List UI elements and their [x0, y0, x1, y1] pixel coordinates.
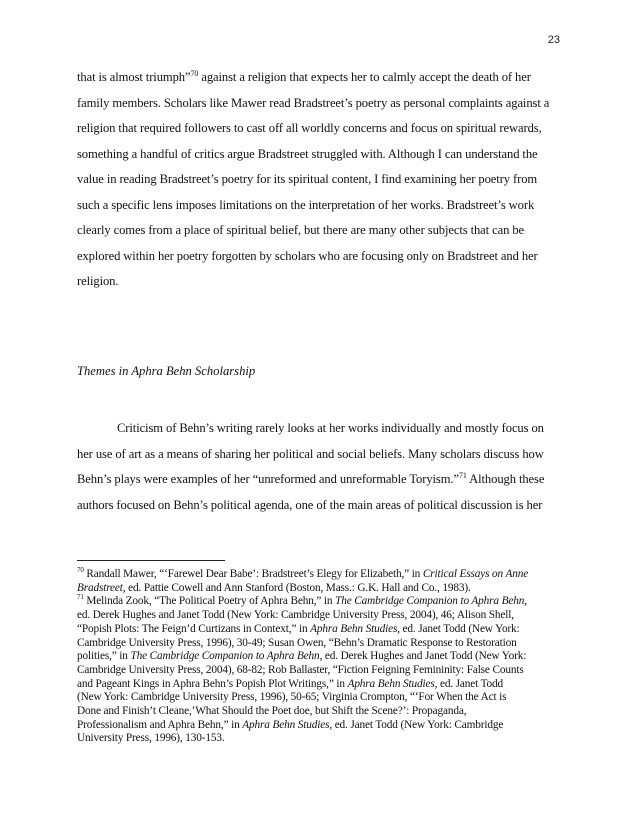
- footnote-text: Professionalism and Aphra Behn,” in: [77, 718, 243, 731]
- footnote-text: (New York: Cambridge University Press, 1996), 50-65; Virginia Crompton, “‘For When the Act is: [77, 691, 507, 704]
- section-heading: Themes in Aphra Behn Scholarship: [77, 364, 256, 378]
- footnote-ref-71[interactable]: 71: [458, 470, 467, 480]
- text-line: something a handful of critics argue Bradstreet struggled with. Although I can understand the: [77, 146, 538, 161]
- text-line: authors focused on Behn’s political agenda, one of the main areas of political discussion is her: [77, 497, 543, 512]
- citation-title: Aphra Behn Studies,: [310, 622, 400, 635]
- footnote-marker-70: 70: [77, 566, 84, 575]
- footnote-71-line: [77, 719, 567, 733]
- footnote-text: and Pageant Kings in Aphra Behn’s Popish Plot Writings,” in: [77, 677, 348, 690]
- footnote-text: Cambridge University Press, 1996), 30-49; Susan Owen, “Behn’s Dramatic Response to Restoration: [77, 636, 517, 649]
- footnote-text: ed. Derek Hughes and Janet Todd (New York: Cambridge University Press, 2004), 46; Alison Shell,: [77, 609, 514, 622]
- footnote-text: University Press, 1996), 130-153.: [77, 732, 225, 745]
- footnote-text: ,: [524, 595, 527, 608]
- footnote-71-line: [77, 678, 567, 692]
- text-line: Criticism of Behn’s writing rarely looks at her works individually and mostly focus on: [117, 421, 544, 435]
- footnote-text: “Popish Plots: The Feign’d Curtizans in Context,” in: [77, 622, 311, 635]
- footnote-text: , ed. Derek Hughes and Janet Todd (New York:: [319, 650, 527, 663]
- footnote-70-line: $^{70}$ Randall Mawer, “‘Farewel Dear Babe’: Bradstreet’s Elegy for Elizabeth,” in Critical Essays on Anne: [77, 566, 529, 580]
- text-line: Behn’s plays were examples of her “unreformed and unreformable Toryism.”$^{71}$ Although these: [77, 470, 545, 486]
- footnote-71-line: [77, 650, 567, 664]
- footnote-text: ed. Janet Todd (New York: Cambridge: [332, 718, 504, 731]
- footnote-separator: [77, 560, 225, 561]
- text-line: that is almost triumph”$^{70}$ against a religion that expects her to calmly accept the death of her: [77, 68, 531, 84]
- text-line: such a specific lens imposes limitations on the interpretation of her works. Bradstreet’s work: [77, 197, 535, 212]
- body-paragraph-2: [77, 421, 567, 523]
- footnote-71-line: [77, 664, 567, 678]
- text-line: value in reading Bradstreet’s poetry for its spiritual content, I find examining her poetry from: [77, 172, 538, 186]
- footnote-71-line: [77, 705, 567, 719]
- footnote-70-line: Bradstreet, ed. Pattie Cowell and Ann Stanford (Boston, Mass.: G.K. Hall and Co., 1983).: [77, 581, 471, 594]
- text-line: clearly comes from a place of spiritual belief, but there are many other subjects that can be: [77, 223, 525, 237]
- citation-title: Aphra Behn Studies,: [242, 718, 333, 731]
- text-line: religion.: [77, 274, 119, 288]
- footnote-ref-70[interactable]: 70: [190, 68, 199, 78]
- footnote-71-line: [77, 732, 567, 746]
- text-line: family members. Scholars like Mawer read Bradstreet’s poetry as personal complaints against a: [77, 95, 550, 110]
- footnote-text: ed. Janet Todd (New York:: [399, 622, 520, 635]
- body-paragraph-1: [77, 70, 567, 300]
- footnote-71-line: [77, 691, 567, 705]
- text-line: explored within her poetry forgotten by scholars who are focusing only on Bradstreet and her: [77, 248, 538, 263]
- footnote-71-line: [77, 609, 567, 623]
- footnote-71-line: [77, 595, 567, 609]
- footnote-text: ed. Janet Todd: [437, 677, 504, 690]
- footnote-text: Done and Finish’t Cleane,’What Should the Poet doe, but Shift the Scene?’: Propaganda,: [77, 705, 467, 718]
- text-line: religion that required followers to cast off all worldly concerns and focus on spiritual rewards,: [77, 121, 542, 135]
- footnote-71-line: [77, 623, 567, 637]
- footnote-text: Melinda Zook, “The Political Poetry of Aphra Behn,” in: [83, 595, 336, 608]
- footnote-text: polities,” in: [77, 650, 131, 663]
- footnote-71-line: [77, 637, 567, 651]
- page-number: 23: [547, 34, 560, 46]
- footnote-text: Cambridge University Press, 2004), 68-82; Rob Ballaster, “Fiction Feigning Femininity: False Counts: [77, 663, 524, 676]
- footnotes: [77, 568, 567, 746]
- footnote-marker-71: 71: [77, 593, 84, 602]
- citation-title: The Cambridge Companion to Aphra Behn: [130, 650, 320, 663]
- citation-title: Aphra Behn Studies,: [347, 677, 438, 690]
- citation-title: The Cambridge Companion to Aphra Behn: [335, 595, 525, 608]
- text-line: her use of art as a means of sharing her political and social beliefs. Many scholars discuss how: [77, 446, 544, 461]
- footnote-71: [77, 595, 567, 746]
